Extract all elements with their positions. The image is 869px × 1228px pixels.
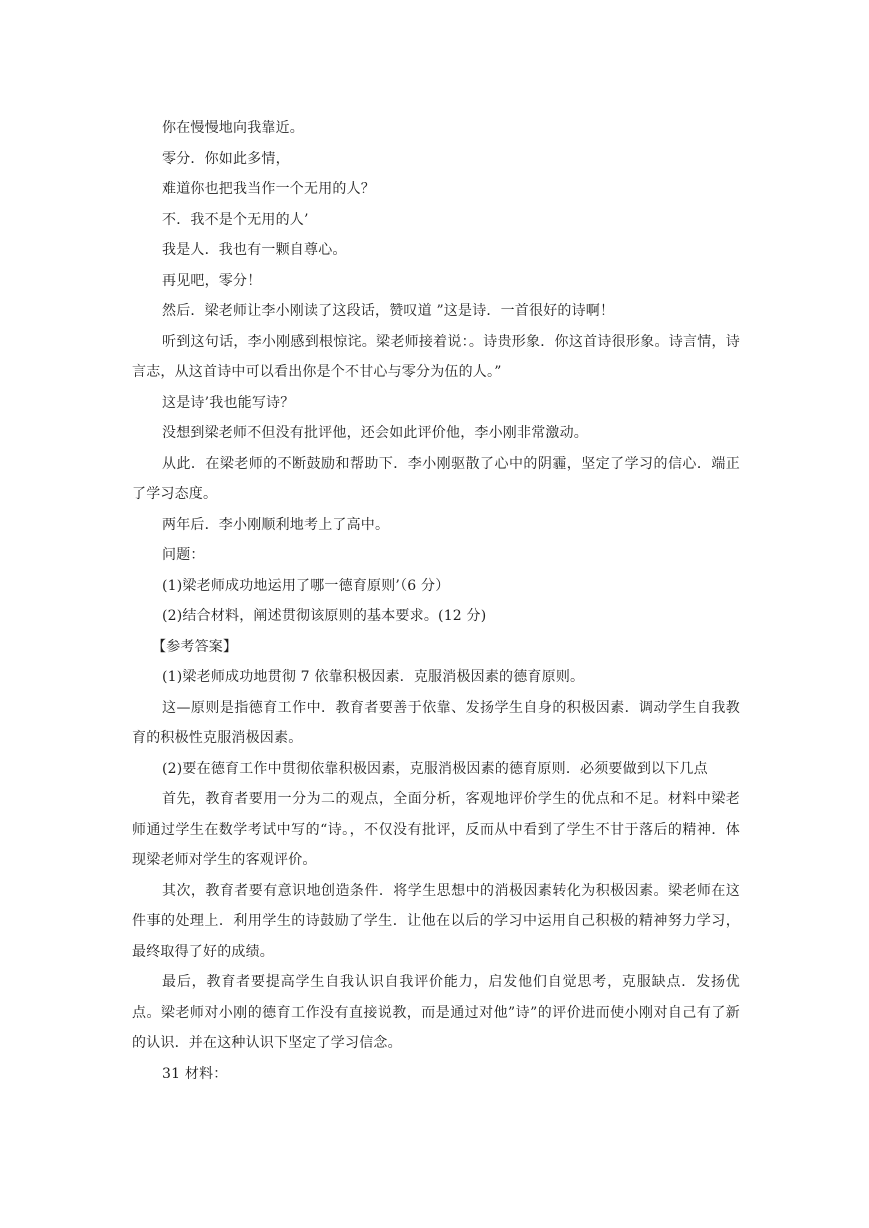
poem-line-4: 不．我不是个无用的人’ [162, 211, 309, 228]
question-1: (1)梁老师成功地运用了哪一德育原则’（6 分） [162, 577, 450, 594]
material-heading: 31 材料： [162, 1065, 228, 1082]
answer-paragraph: 其次，教育者要有意识地创造条件．将学生思想中的消极因素转化为积极因素。梁老师在这件事的处理上．利用学生的诗鼓励了学生．让他在以后的学习中运用自己积极的精神努力学习，最终取得了好的成绩。 [132, 882, 740, 960]
story-paragraph: 这是诗’我也能写诗？ [162, 394, 295, 411]
document-body [132, 113, 740, 1089]
answer-paragraph: 首先，教育者要用一分为二的观点，全面分析，客观地评价学生的优点和不足。材料中梁老师通过学生在数学考试中写的“诗。，不仅没有批评，反而从中看到了学生不甘于落后的精神．体现梁老师对学生的客观评价。 [132, 791, 740, 868]
poem-line-2: 零分．你如此多情， [162, 150, 290, 167]
answer-paragraph: 这—原则是指德育工作中．教育者要善于依靠、发扬学生自身的积极因素．调动学生自我教育的积极性克服消极因素。 [132, 699, 740, 746]
answer-1: (1)梁老师成功地贯彻 7 依靠积极因素．克服消极因素的德育原则。 [162, 669, 585, 685]
story-paragraph: 没想到梁老师不但没有批评他，还会如此评价他，李小刚非常激动。 [162, 425, 588, 441]
question-2: (2)结合材料，阐述贯彻该原则的基本要求。(12 分) [162, 608, 487, 624]
answer-heading: 【参考答案】 [152, 638, 238, 655]
question-heading: 问题： [162, 547, 205, 563]
poem-line-6: 再见吧，零分！ [162, 272, 262, 289]
poem-line-1: 你在慢慢地向我靠近。 [162, 120, 304, 136]
poem-line-3: 难道你也把我当作一个无用的人？ [162, 181, 375, 197]
answer-paragraph: 最后，教育者要提高学生自我认识自我评价能力，启发他们自觉思考，克服缺点．发扬优点。梁老师对小刚的德育工作没有直接说教，而是通过对他”诗”的评价进而使小刚对自己有了新的认识．并在这种认识下坚定了学习信念。 [132, 974, 740, 1051]
story-paragraph: 从此．在梁老师的不断鼓励和帮助下．李小刚驱散了心中的阴霾，坚定了学习的信心．端正了学习态度。 [132, 455, 740, 502]
poem-line-5: 我是人．我也有一颗自尊心。 [162, 242, 347, 258]
answer-2: (2)要在德育工作中贯彻依靠积极因素，克服消极因素的德育原则．必须要做到以下几点 [162, 760, 708, 777]
story-paragraph: 然后．梁老师让李小刚读了这段话，赞叹道 ”这是诗．一首很好的诗啊！ [162, 303, 615, 319]
story-paragraph: 两年后．李小刚顺利地考上了高中。 [162, 516, 390, 533]
story-paragraph: 听到这句话，李小刚感到根惊诧。梁老师接着说：。诗贵形象．你这首诗很形象。诗言情，诗言志，从这首诗中可以看出你是个不甘心与零分为伍的人。” [132, 333, 740, 380]
